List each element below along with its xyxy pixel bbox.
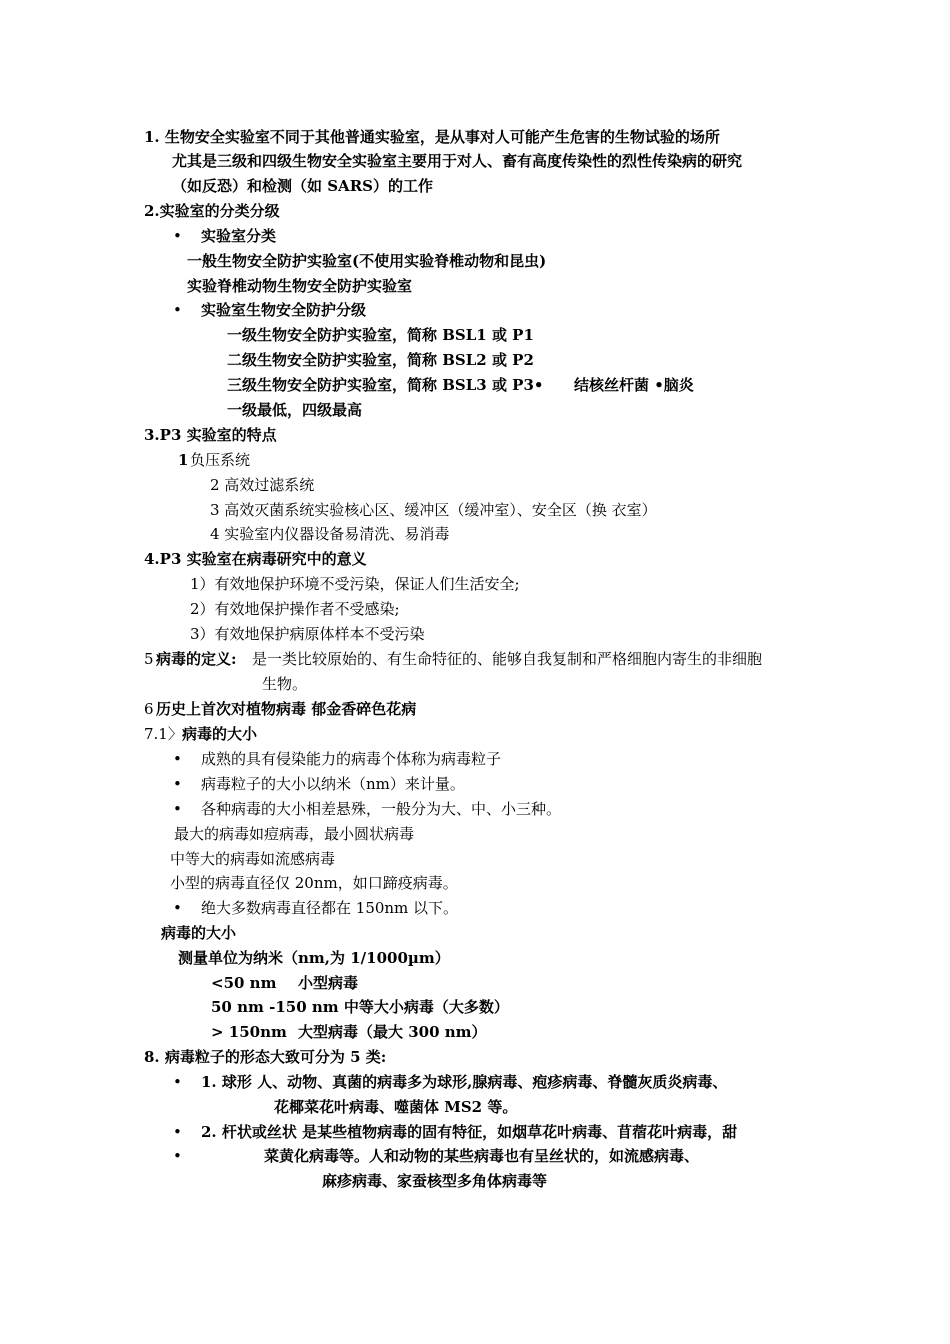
bullet: •	[173, 750, 182, 768]
bullet: •	[173, 301, 182, 319]
s7-bullet-3: 各种病毒的大小相差悬殊，一般分为大、中、小三种。	[201, 800, 562, 818]
s1-line-2: 尤其是三级和四级生物安全实验室主要用于对人、畜有高度传染性的烈性传染病的研究	[172, 152, 743, 170]
s1-line-1: 1. 生物安全实验室不同于其他普通实验室，是从事对人可能产生危害的生物试验的场所	[144, 128, 720, 146]
s7-range-1-label: 小型病毒	[298, 974, 359, 992]
s2-grade-1: 一级生物安全防护实验室，简称 BSL1 或 P1	[227, 326, 534, 344]
s8-title: 8. 病毒粒子的形态大致可分为 5 类:	[144, 1048, 387, 1066]
s5-text: 是一类比较原始的、有生命特征的、能够自我复制和严格细胞内寄生的非细胞	[252, 650, 763, 668]
s7-range-2: 50 nm -150 nm 中等大小病毒（大多数）	[211, 998, 509, 1016]
s8-bullet-1-cont: 花椰菜花叶病毒、噬菌体 MS2 等。	[274, 1098, 518, 1116]
s2-grade-3-example: 结核丝杆菌 •脑炎	[574, 376, 694, 394]
bullet: •	[173, 1123, 182, 1141]
s7-number: 7.1〉	[144, 725, 183, 743]
s7-range-3-label: 大型病毒（最大 300 nm）	[298, 1023, 487, 1041]
bullet: •	[173, 1147, 182, 1165]
s8-bullet-1: 1. 球形 人、动物、真菌的病毒多为球形,腺病毒、疱疹病毒、脊髓灰质炎病毒、	[201, 1073, 728, 1091]
bullet: •	[173, 800, 182, 818]
s5-label: 病毒的定义:	[156, 650, 237, 668]
s1-line-3: （如反恐）和检测（如 SARS）的工作	[172, 177, 433, 195]
s7-bullet-4: 绝大多数病毒直径都在 150nm 以下。	[201, 899, 459, 917]
s7-para-2: 中等大的病毒如流感病毒	[170, 850, 336, 868]
s3-item-4: 4 实验室内仪器设备易清洗、易消毒	[210, 525, 450, 543]
s7-subtitle: 病毒的大小	[161, 924, 237, 942]
s5-text-2: 生物。	[262, 675, 308, 693]
s5-number: 5	[144, 650, 154, 668]
s8-bullet-2: 2. 杆状或丝状 是某些植物病毒的固有特征，如烟草花叶病毒、苜蓿花叶病毒，甜	[201, 1123, 738, 1141]
s2-bullet-1: 实验室分类	[201, 227, 277, 245]
s3-item-3: 3 高效灭菌系统实验核心区、缓冲区（缓冲室）、安全区（换 衣室）	[210, 501, 657, 519]
s2-grade-4: 一级最低，四级最高	[227, 401, 363, 419]
s8-bullet-3: 菜黄化病毒等。人和动物的某些病毒也有呈丝状的，如流感病毒、	[264, 1147, 700, 1165]
s4-item-1: 1）有效地保护环境不受污染，保证人们生活安全;	[190, 575, 520, 593]
s2-grade-2: 二级生物安全防护实验室，简称 BSL2 或 P2	[227, 351, 534, 369]
s2-bullet-2: 实验室生物安全防护分级	[201, 301, 367, 319]
s7-unit: 测量单位为纳米（nm,为 1/1000µm）	[178, 949, 450, 967]
bullet: •	[173, 899, 182, 917]
s2-grade-3: 三级生物安全防护实验室，简称 BSL3 或 P3•	[227, 376, 544, 394]
s4-item-2: 2）有效地保护操作者不受感染;	[190, 600, 400, 618]
s7-range-3-size: > 150nm	[211, 1023, 287, 1041]
s6-number: 6	[144, 700, 154, 718]
s3-item-2: 2 高效过滤系统	[210, 476, 315, 494]
s7-bullet-2: 病毒粒子的大小以纳米（nm）来计量。	[201, 775, 465, 793]
s4-item-3: 3）有效地保护病原体样本不受污染	[190, 625, 425, 643]
s3-title: 3.P3 实验室的特点	[144, 426, 277, 444]
bullet: •	[173, 775, 182, 793]
s4-title: 4.P3 实验室在病毒研究中的意义	[144, 550, 367, 568]
s3-item-1-number: 1	[178, 451, 189, 469]
bullet: •	[173, 227, 182, 245]
s2-class-1: 一般生物安全防护实验室(不使用实验脊椎动物和昆虫)	[187, 252, 547, 270]
s7-bullet-1: 成熟的具有侵染能力的病毒个体称为病毒粒子	[201, 750, 502, 768]
s2-title: 2.实验室的分类分级	[144, 202, 280, 220]
s8-bullet-3-cont: 麻疹病毒、家蚕核型多角体病毒等	[322, 1172, 548, 1190]
bullet: •	[173, 1073, 182, 1091]
s2-class-2: 实验脊椎动物生物安全防护实验室	[187, 277, 413, 295]
s7-para-3: 小型的病毒直径仅 20nm，如口蹄疫病毒。	[170, 874, 458, 892]
s3-item-1: 负压系统	[190, 451, 251, 469]
s7-range-1-size: <50 nm	[211, 974, 277, 992]
s7-title: 病毒的大小	[182, 725, 258, 743]
s7-para-1: 最大的病毒如痘病毒，最小圆状病毒	[174, 825, 415, 843]
s6-text: 历史上首次对植物病毒 郁金香碎色花病	[156, 700, 417, 718]
